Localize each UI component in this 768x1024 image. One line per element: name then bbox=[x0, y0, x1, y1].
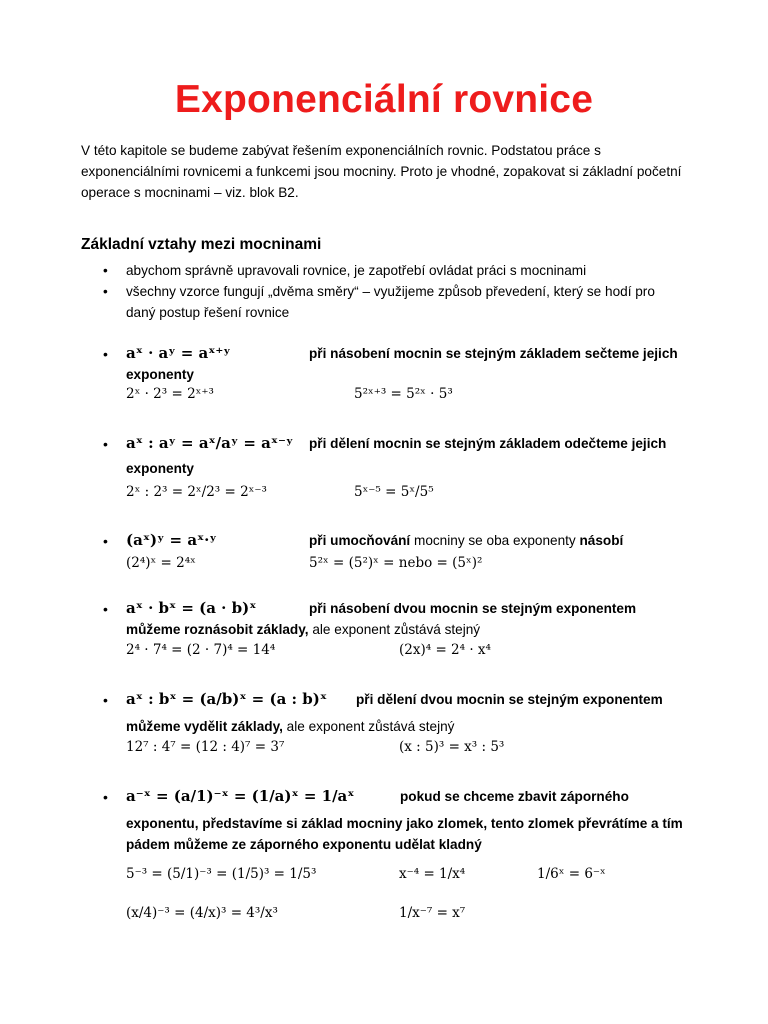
rule-formula: aˣ · aʸ = aˣ⁺ʸ bbox=[126, 344, 231, 362]
rule-example: (x/4)⁻³ = (4/x)³ = 4³/x³ bbox=[126, 905, 278, 921]
rule-description-cont bbox=[126, 622, 480, 637]
rule-example: 2ˣ : 2³ = 2ˣ/2³ = 2ˣ⁻³ bbox=[126, 484, 267, 500]
rule-description: pokud se chceme zbavit záporného bbox=[400, 789, 629, 804]
rule-example: 2ˣ · 2³ = 2ˣ⁺³ bbox=[126, 386, 214, 402]
rule-example: 5ˣ⁻⁵ = 5ˣ/5⁵ bbox=[354, 484, 434, 500]
rule-description-normal: ale exponent zůstává stejný bbox=[308, 622, 481, 637]
rule-description: při dělení dvou mocnin se stejným exponentem bbox=[356, 692, 663, 707]
bullet-text: • všechny vzorce fungují „dvěma směry“ – využijeme způsob převedení, který se hodí pro daný postup řešení rovnice bbox=[126, 284, 655, 320]
bullet-dot: • bbox=[103, 601, 108, 617]
rule-description-bold: při umocňování bbox=[309, 533, 411, 548]
rule-example: (2⁴)ˣ = 2⁴ˣ bbox=[126, 555, 196, 571]
rule-formula: aˣ · bˣ = (a · b)ˣ bbox=[126, 599, 257, 617]
rule-description: při násobení mocnin se stejným základem sečteme jejich bbox=[309, 346, 678, 361]
page-title: Exponenciální rovnice bbox=[174, 78, 594, 121]
rule-example: 5⁻³ = (5/1)⁻³ = (1/5)³ = 1/5³ bbox=[126, 866, 317, 882]
rule-description-cont: exponenty bbox=[126, 367, 194, 382]
rule-description bbox=[309, 533, 623, 548]
rule-description-cont: exponenty bbox=[126, 461, 194, 476]
rule-formula: aˣ : bˣ = (a/b)ˣ = (a : b)ˣ bbox=[126, 690, 327, 708]
rule-example: (x : 5)³ = x³ : 5³ bbox=[399, 739, 505, 755]
rule-description: při násobení dvou mocnin se stejným exponentem bbox=[309, 601, 637, 616]
rule-description-normal: ale exponent zůstává stejný bbox=[282, 719, 455, 734]
rule-example: 5²ˣ = (5²)ˣ = nebo = (5ˣ)² bbox=[309, 555, 483, 571]
rule-description-cont: pádem můžeme ze záporného exponentu udělat kladný bbox=[126, 837, 482, 852]
rule-description-normal: mocniny se oba exponenty bbox=[410, 533, 580, 548]
rule-example: 1/6ˣ = 6⁻ˣ bbox=[537, 866, 606, 882]
bullet-dot: • bbox=[103, 436, 108, 452]
bullet-dot: • bbox=[103, 789, 108, 805]
rule-example: 5²ˣ⁺³ = 5²ˣ · 5³ bbox=[354, 386, 453, 402]
rule-example: 2⁴ · 7⁴ = (2 · 7)⁴ = 14⁴ bbox=[126, 642, 276, 658]
rule-description-cont: exponentu, představíme si základ mocniny jako zlomek, tento zlomek převrátíme a tím bbox=[126, 816, 683, 831]
bullet-dot: • bbox=[103, 346, 108, 362]
rule-description: při dělení mocnin se stejným základem odečteme jejich bbox=[309, 436, 667, 451]
rule-formula: (aˣ)ʸ = aˣ·ʸ bbox=[126, 531, 217, 549]
bullet-text: • abychom správně upravovali rovnice, je zapotřebí ovládat práci s mocninami bbox=[126, 263, 587, 278]
bullet-item bbox=[103, 281, 686, 323]
intro-paragraph: V této kapitole se budeme zabývat řešením exponenciálních rovnic. Podstatou práce s exponenciálními rovnicemi a funkcemi jsou mocniny. Proto je vhodné, zopakovat si základní početní operace s mocninami – viz. blok B2. bbox=[81, 143, 682, 200]
rule-example: (2x)⁴ = 2⁴ · x⁴ bbox=[399, 642, 491, 658]
rule-example: 12⁷ : 4⁷ = (12 : 4)⁷ = 3⁷ bbox=[126, 739, 285, 755]
section-heading: Základní vztahy mezi mocninami bbox=[81, 236, 322, 253]
rule-formula: a⁻ˣ = (a/1)⁻ˣ = (1/a)ˣ = 1/aˣ bbox=[126, 787, 355, 805]
rule-formula: aˣ : aʸ = aˣ/aʸ = aˣ⁻ʸ bbox=[126, 434, 294, 452]
rule-example: x⁻⁴ = 1/x⁴ bbox=[399, 866, 466, 882]
rule-description-cont bbox=[126, 719, 454, 734]
rule-description-bold: můžeme roznásobit základy, bbox=[126, 622, 309, 637]
bullet-dot: • bbox=[103, 692, 108, 708]
bullet-dot: • bbox=[103, 533, 108, 549]
rule-description-bold: násobí bbox=[579, 533, 624, 548]
rule-example: 1/x⁻⁷ = x⁷ bbox=[399, 905, 466, 921]
rule-description-bold: můžeme vydělit základy, bbox=[126, 719, 283, 734]
bullet-item bbox=[103, 260, 686, 281]
